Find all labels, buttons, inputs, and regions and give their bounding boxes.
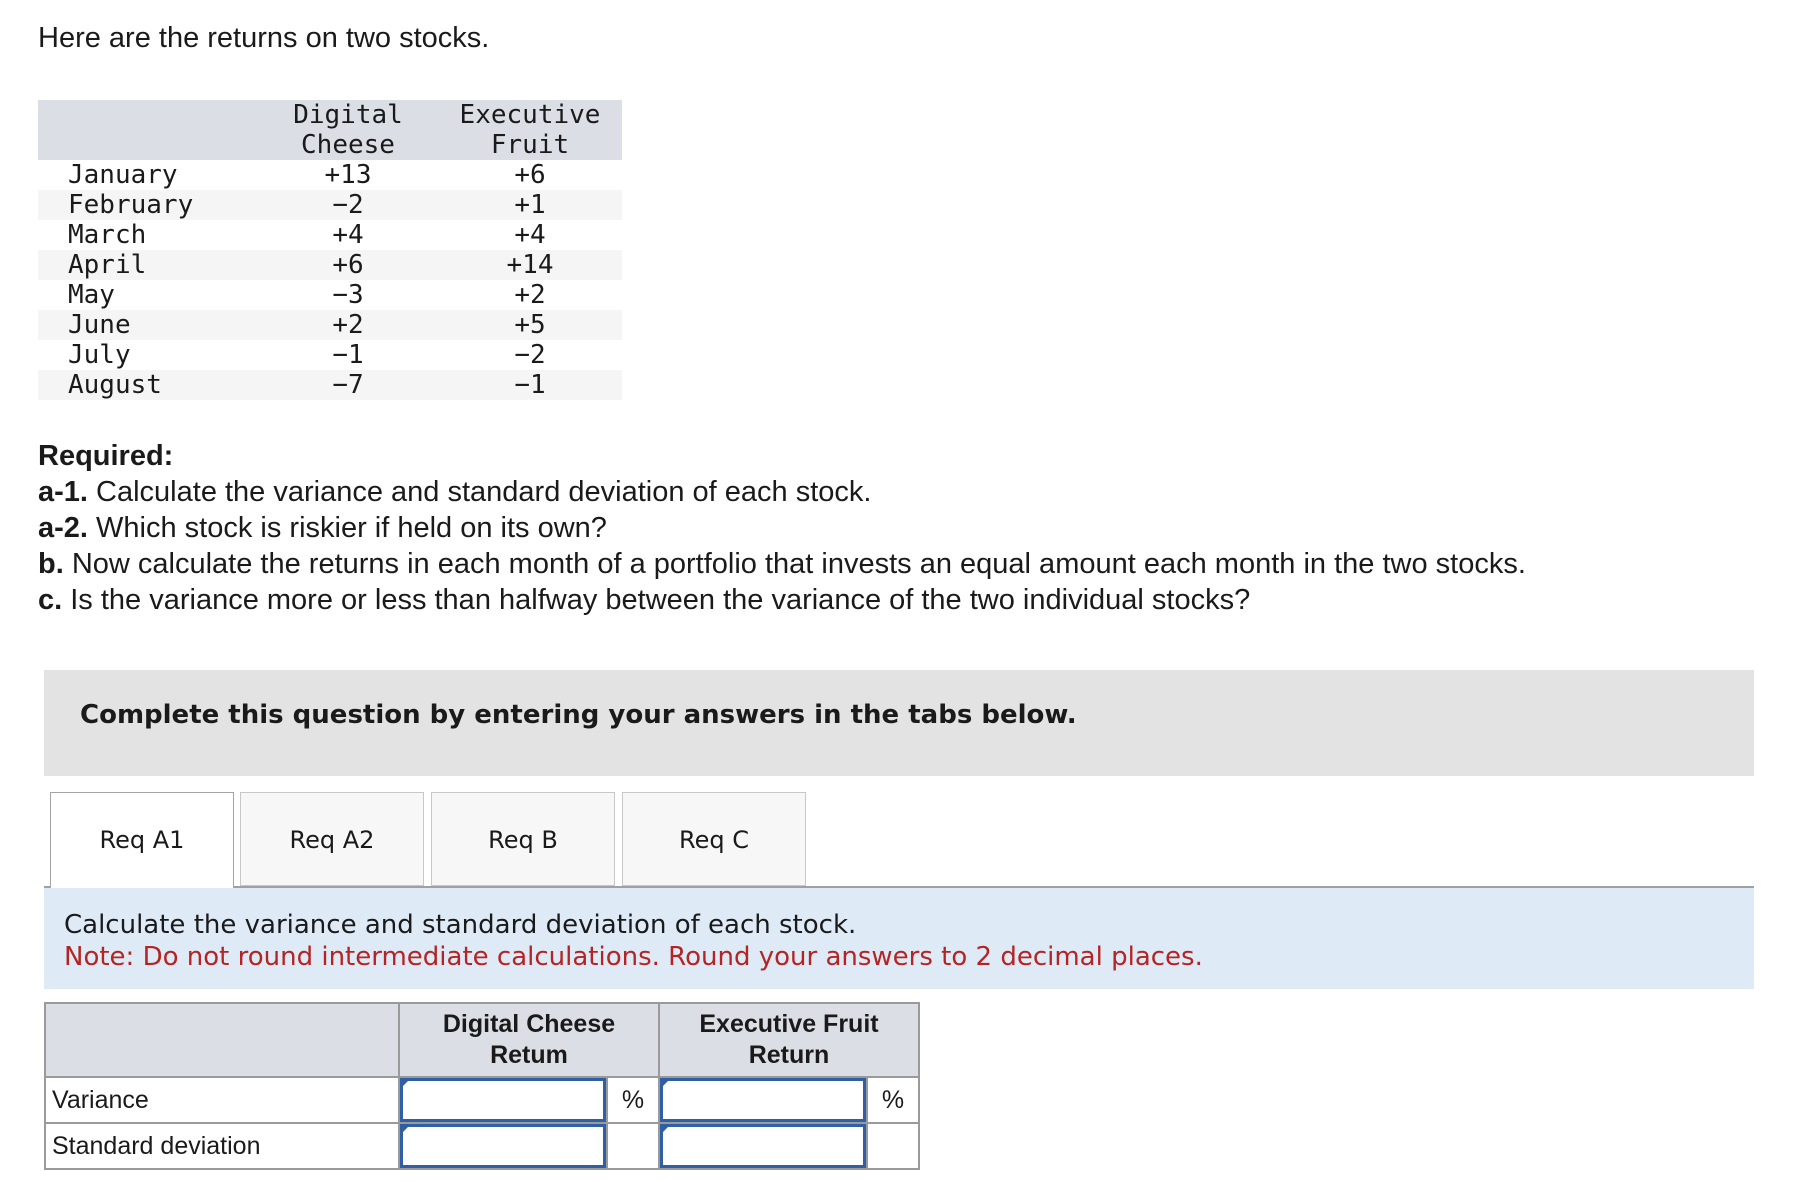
digital-cheese-cell: −2 bbox=[258, 190, 438, 220]
input-marker-icon bbox=[661, 1079, 670, 1088]
stddev-digital-cheese-input[interactable] bbox=[400, 1124, 606, 1168]
month-cell: August bbox=[38, 370, 258, 400]
tab-req-b[interactable]: Req B bbox=[431, 792, 615, 886]
digital-cheese-cell: −1 bbox=[332, 340, 364, 370]
returns-table bbox=[38, 100, 622, 400]
required-item-label: b. bbox=[38, 548, 64, 580]
input-marker-icon bbox=[401, 1079, 410, 1088]
answer-header-executive-fruit bbox=[659, 1003, 919, 1077]
answer-row-label: Variance bbox=[45, 1077, 399, 1123]
variance-executive-fruit-input[interactable] bbox=[660, 1078, 866, 1122]
header-executive-fruit-line2: Fruit bbox=[490, 130, 570, 160]
month-cell: January bbox=[68, 160, 178, 190]
answer-row-variance bbox=[45, 1077, 919, 1123]
table-row bbox=[38, 250, 622, 280]
unit-cell bbox=[607, 1123, 659, 1169]
instruction-text: Complete this question by entering your answers in the tabs below. bbox=[80, 700, 1077, 730]
table-row bbox=[38, 340, 622, 370]
answer-row-std-dev bbox=[45, 1123, 919, 1169]
stddev-executive-fruit-cell bbox=[659, 1123, 867, 1169]
answer-row-label: Standard deviation bbox=[45, 1123, 399, 1169]
executive-fruit-cell: +5 bbox=[438, 310, 622, 340]
required-item-text: Is the variance more or less than halfway between the variance of the two individual stocks? bbox=[62, 584, 1251, 616]
month-cell: May bbox=[68, 280, 115, 310]
instruction-bar bbox=[44, 670, 1754, 776]
answer-header-executive-fruit-line1: Executive Fruit bbox=[699, 1010, 879, 1038]
variance-digital-cheese-input[interactable] bbox=[400, 1078, 606, 1122]
executive-fruit-cell: −2 bbox=[514, 340, 546, 370]
header-month bbox=[38, 100, 258, 160]
executive-fruit-cell: +2 bbox=[514, 280, 546, 310]
header-digital-cheese-line1: Digital bbox=[293, 100, 403, 130]
required-item-label: a-1. bbox=[38, 476, 88, 508]
digital-cheese-cell: −3 bbox=[332, 280, 364, 310]
month-cell: February bbox=[38, 190, 258, 220]
month-cell: June bbox=[38, 310, 258, 340]
required-item-c bbox=[38, 582, 1526, 618]
stddev-executive-fruit-input[interactable] bbox=[660, 1124, 866, 1168]
info-instruction: Calculate the variance and standard deviation of each stock. bbox=[64, 910, 857, 940]
percent-unit: % bbox=[867, 1077, 919, 1123]
month-cell: April bbox=[38, 250, 258, 280]
tab-req-c[interactable]: Req C bbox=[622, 792, 806, 886]
digital-cheese-cell: +13 bbox=[324, 160, 372, 190]
intro-text: Here are the returns on two stocks. bbox=[38, 22, 490, 54]
input-marker-icon bbox=[661, 1125, 670, 1134]
required-item-label: a-2. bbox=[38, 512, 88, 544]
answer-header-executive-fruit-line2: Return bbox=[748, 1041, 830, 1069]
answer-table bbox=[44, 1002, 920, 1170]
answer-table-header bbox=[45, 1003, 919, 1077]
answer-header-digital-cheese bbox=[399, 1003, 659, 1077]
digital-cheese-cell: −7 bbox=[258, 370, 438, 400]
table-row bbox=[38, 190, 622, 220]
table-row bbox=[38, 280, 622, 310]
required-item-a1 bbox=[38, 474, 1526, 510]
required-item-label: c. bbox=[38, 584, 63, 616]
answer-header-digital-cheese-line1: Digital Cheese bbox=[442, 1010, 616, 1038]
month-cell: March bbox=[68, 220, 147, 250]
answer-header-digital-cheese-line2: Retum bbox=[490, 1041, 568, 1069]
required-item-a2 bbox=[38, 510, 1526, 546]
executive-fruit-cell: +14 bbox=[438, 250, 622, 280]
month-cell: July bbox=[68, 340, 131, 370]
header-executive-fruit-line1: Executive bbox=[459, 100, 601, 130]
digital-cheese-cell: +4 bbox=[332, 220, 364, 250]
tab-req-a2[interactable]: Req A2 bbox=[240, 792, 424, 886]
digital-cheese-cell: +6 bbox=[258, 250, 438, 280]
returns-table-header bbox=[38, 100, 622, 160]
info-note: Note: Do not round intermediate calculations. Round your answers to 2 decimal places. bbox=[64, 942, 1203, 972]
executive-fruit-cell: +4 bbox=[514, 220, 546, 250]
table-row bbox=[38, 220, 622, 250]
percent-unit: % bbox=[607, 1077, 659, 1123]
required-item-text: Which stock is riskier if held on its own? bbox=[87, 512, 607, 544]
unit-cell bbox=[867, 1123, 919, 1169]
required-section bbox=[38, 438, 1526, 618]
header-executive-fruit bbox=[438, 100, 622, 160]
answer-header-blank bbox=[45, 1003, 399, 1077]
header-digital-cheese-line2: Cheese bbox=[301, 130, 395, 160]
required-item-b bbox=[38, 546, 1526, 582]
variance-executive-fruit-cell bbox=[659, 1077, 867, 1123]
required-title: Required: bbox=[38, 440, 174, 472]
info-panel bbox=[44, 888, 1754, 989]
variance-digital-cheese-cell bbox=[399, 1077, 607, 1123]
executive-fruit-cell: −1 bbox=[438, 370, 622, 400]
table-row bbox=[38, 160, 622, 190]
tab-req-a1[interactable]: Req A1 bbox=[50, 792, 234, 888]
stddev-digital-cheese-cell bbox=[399, 1123, 607, 1169]
digital-cheese-cell: +2 bbox=[258, 310, 438, 340]
table-row bbox=[38, 310, 622, 340]
executive-fruit-cell: +6 bbox=[514, 160, 546, 190]
required-item-text: Calculate the variance and standard deviation of each stock. bbox=[87, 476, 872, 508]
required-item-text: Now calculate the returns in each month of a portfolio that invests an equal amount each month in the two stocks. bbox=[63, 548, 1526, 580]
header-digital-cheese bbox=[258, 100, 438, 160]
executive-fruit-cell: +1 bbox=[438, 190, 622, 220]
table-row bbox=[38, 370, 622, 400]
input-marker-icon bbox=[401, 1125, 410, 1134]
